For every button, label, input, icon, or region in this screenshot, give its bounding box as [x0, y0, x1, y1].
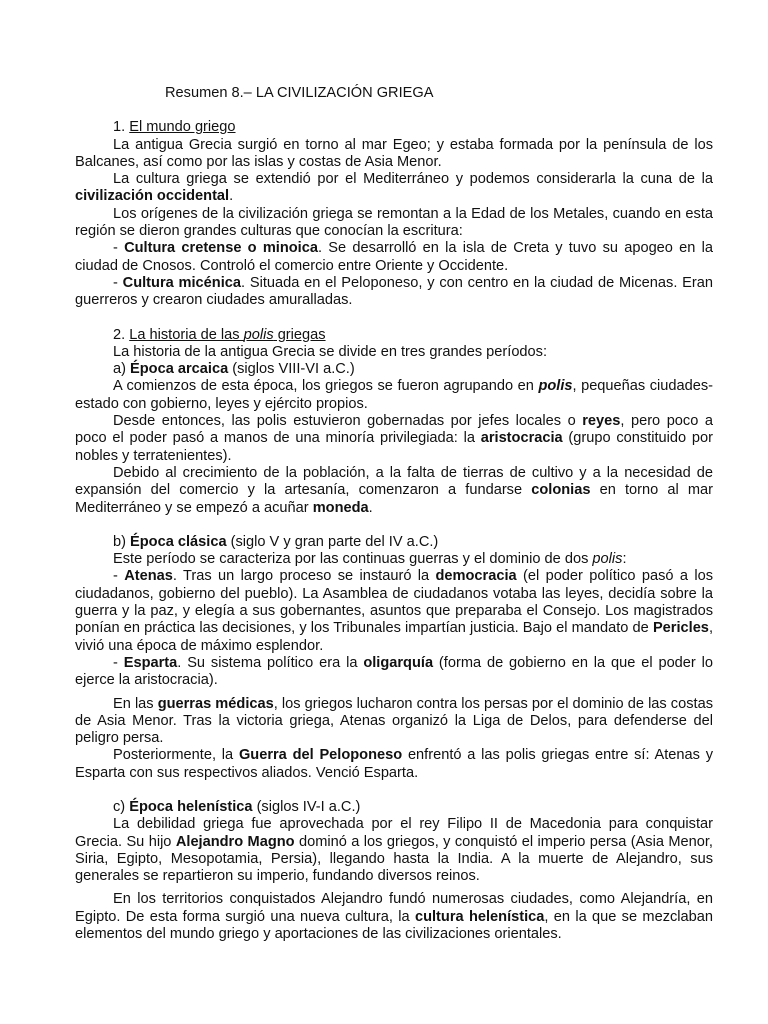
period-title: Época clásica	[130, 533, 227, 550]
paragraph-text: . Se desarrolló en la isla de Creta y tuvo su apogeo en la ciudad de Cnosos. Controló el comercio entre Oriente y Occidente.	[75, 240, 713, 274]
bold-term: Cultura cretense o minoica	[124, 240, 318, 257]
paragraph-text: Los orígenes de la civilización griega se remontan a la Edad de los Metales, cuando en esta región se dieron grandes culturas que conocían la escritura:	[75, 205, 713, 240]
document-title	[75, 85, 713, 102]
paragraph-text: La cultura griega se extendió por el Mediterráneo y podemos considerarla la cuna de la	[113, 171, 713, 188]
list-item	[75, 275, 713, 310]
period-label: a)	[113, 361, 131, 378]
section-number: 2.	[113, 326, 130, 343]
period-dates: (siglos IV-I a.C.)	[252, 798, 361, 815]
section-heading-text	[129, 327, 325, 343]
paragraph	[75, 747, 713, 782]
section-number: 1.	[113, 119, 130, 136]
bold-term: guerras médicas	[157, 695, 274, 712]
paragraph	[75, 816, 713, 885]
document-page	[75, 85, 713, 943]
bold-term: Cultura micénica	[122, 274, 241, 291]
paragraph-text: , en la que se mezclaban elementos del mundo griego y aportaciones de las civilizaciones orientales.	[75, 908, 713, 943]
paragraph-text: enfrentó a las polis griegas entre sí: Atenas y Esparta con sus respectivos aliados. Venció Esparta.	[75, 747, 713, 781]
paragraph-text: en torno al mar Mediterráneo y se empezó a acuñar	[75, 482, 713, 516]
bold-term: civilización occidental	[75, 188, 230, 205]
heading-italic: polis	[243, 326, 274, 343]
bullet-dash: -	[113, 654, 124, 671]
heading-part: griegas	[273, 326, 326, 343]
section1-heading	[75, 119, 713, 136]
bold-term: democracia	[435, 568, 517, 585]
heading-part: La historia de las	[129, 326, 244, 343]
period-dates: (siglos VIII-VI a.C.)	[228, 361, 355, 378]
paragraph-text: .	[229, 188, 234, 205]
title-text: Resumen 8.– LA CIVILIZACIÓN GRIEGA	[165, 85, 434, 101]
bold-term: Alejandro Magno	[175, 833, 295, 850]
spacer	[75, 517, 713, 534]
paragraph	[75, 378, 713, 413]
list-item	[75, 655, 713, 690]
paragraph-text: (el poder político pasó a los ciudadanos, gobierno del pueblo). La Asamblea de ciudadanos votaba las leyes, decidía sobre la guerra y la paz, y elegía a sus gobernantes, asuntos que preparaba el Consejo. Los magistrados ponían en práctica las decisiones, y los Tribunales impartían justicia. Bajo el mandato de	[75, 568, 714, 637]
paragraph-text: , los griegos lucharon contra los persas por el dominio de las costas de Asia Menor. Tras la victoria griega, Atenas organizó la Liga de Delos, para defenderse del peligro persa.	[75, 695, 713, 747]
period-label: c)	[113, 798, 130, 815]
list-item	[75, 240, 713, 275]
section-heading-text: El mundo griego	[129, 119, 236, 136]
period-heading-b	[75, 534, 713, 551]
bold-term: Guerra del Peloponeso	[238, 747, 403, 764]
italic-term: polis	[592, 551, 623, 568]
paragraph-text: Posteriormente, la	[113, 747, 239, 764]
bold-term: Esparta	[123, 654, 178, 671]
bullet-dash: -	[113, 274, 123, 291]
bold-term: cultura helenística	[414, 908, 545, 925]
paragraph-text: , vivió una época de máximo esplendor.	[75, 620, 713, 654]
paragraph	[75, 465, 713, 517]
bullet-dash: -	[113, 240, 125, 257]
paragraph	[75, 413, 713, 465]
paragraph-text: . Tras un largo proceso se instauró la	[172, 568, 436, 585]
paragraph	[75, 206, 713, 241]
paragraph-text: En las	[113, 695, 158, 712]
paragraph-text: , pequeñas ciudades-estado con gobierno, leyes y ejército propios.	[75, 378, 713, 412]
bold-italic-term: polis	[538, 378, 573, 395]
paragraph-text: La historia de la antigua Grecia se divide en tres grandes períodos:	[113, 343, 548, 360]
paragraph-text: La antigua Grecia surgió en torno al mar Egeo; y estaba formada por la península de los Balcanes, así como por las islas y costas de Asia Menor.	[75, 136, 713, 170]
bold-term: oligarquía	[363, 654, 434, 671]
paragraph-text: En los territorios conquistados Alejandro fundó numerosas ciudades, como Alejandría, en Egipto. De esta forma surgió una nueva cultura, la	[75, 891, 713, 925]
paragraph-text: Desde entonces, las polis estuvieron gobernadas por jefes locales o	[113, 413, 583, 430]
period-heading-a	[75, 361, 713, 378]
list-item	[75, 568, 713, 654]
paragraph-text: . Su sistema político era la	[177, 654, 364, 671]
spacer	[75, 310, 713, 327]
paragraph	[75, 551, 713, 568]
paragraph	[75, 137, 713, 172]
paragraph-text: , pero poco a poco el poder pasó a manos de una minoría privilegiada: la	[75, 413, 713, 447]
paragraph-text: Este período se caracteriza por las continuas guerras y el dominio de dos	[113, 551, 593, 568]
paragraph	[75, 344, 713, 361]
period-title: Época arcaica	[130, 361, 229, 378]
bold-term: reyes	[582, 413, 621, 430]
period-label: b)	[113, 533, 131, 550]
spacer	[75, 782, 713, 799]
bold-term: colonias	[531, 482, 591, 499]
period-title: Época helenística	[129, 798, 253, 815]
bold-term: aristocracia	[480, 430, 563, 447]
paragraph-text: La debilidad griega fue aprovechada por el rey Filipo II de Macedonia para conquistar Grecia. Su hijo	[75, 816, 713, 850]
period-heading-c	[75, 799, 713, 816]
paragraph-text: A comienzos de esta época, los griegos se fueron agrupando en	[113, 378, 539, 395]
paragraph-text: Debido al crecimiento de la población, a la falta de tierras de cultivo y a la necesidad de expansión del comercio y la artesanía, comenzaron a fundarse	[75, 464, 713, 499]
section2-heading	[75, 327, 713, 344]
bold-term: moneda	[312, 499, 369, 516]
period-dates: (siglo V y gran parte del IV a.C.)	[226, 533, 439, 550]
paragraph-text: (forma de gobierno en la que el poder lo ejerce la aristocracia).	[75, 654, 713, 689]
paragraph-text: . Situada en el Peloponeso, y con centro en la ciudad de Micenas. Eran guerreros y crearon ciudades amuralladas.	[75, 274, 713, 309]
bullet-dash: -	[113, 568, 125, 585]
bold-term: Atenas	[124, 568, 173, 585]
paragraph-text: .	[368, 499, 373, 516]
paragraph-text: :	[622, 551, 627, 568]
paragraph	[75, 891, 713, 943]
paragraph-text: (grupo constituido por nobles y terratenientes).	[75, 430, 713, 464]
bold-term: Pericles	[652, 620, 709, 637]
paragraph	[75, 171, 713, 206]
paragraph-text: dominó a los griegos, y conquistó el imperio persa (Asia Menor, Siria, Egipto, Mesopotamia, Persia), llegando hasta la India. A la muerte de Alejandro, sus generales se repartieron su imperio, fundando diversos reinos.	[75, 833, 713, 885]
paragraph	[75, 696, 713, 748]
